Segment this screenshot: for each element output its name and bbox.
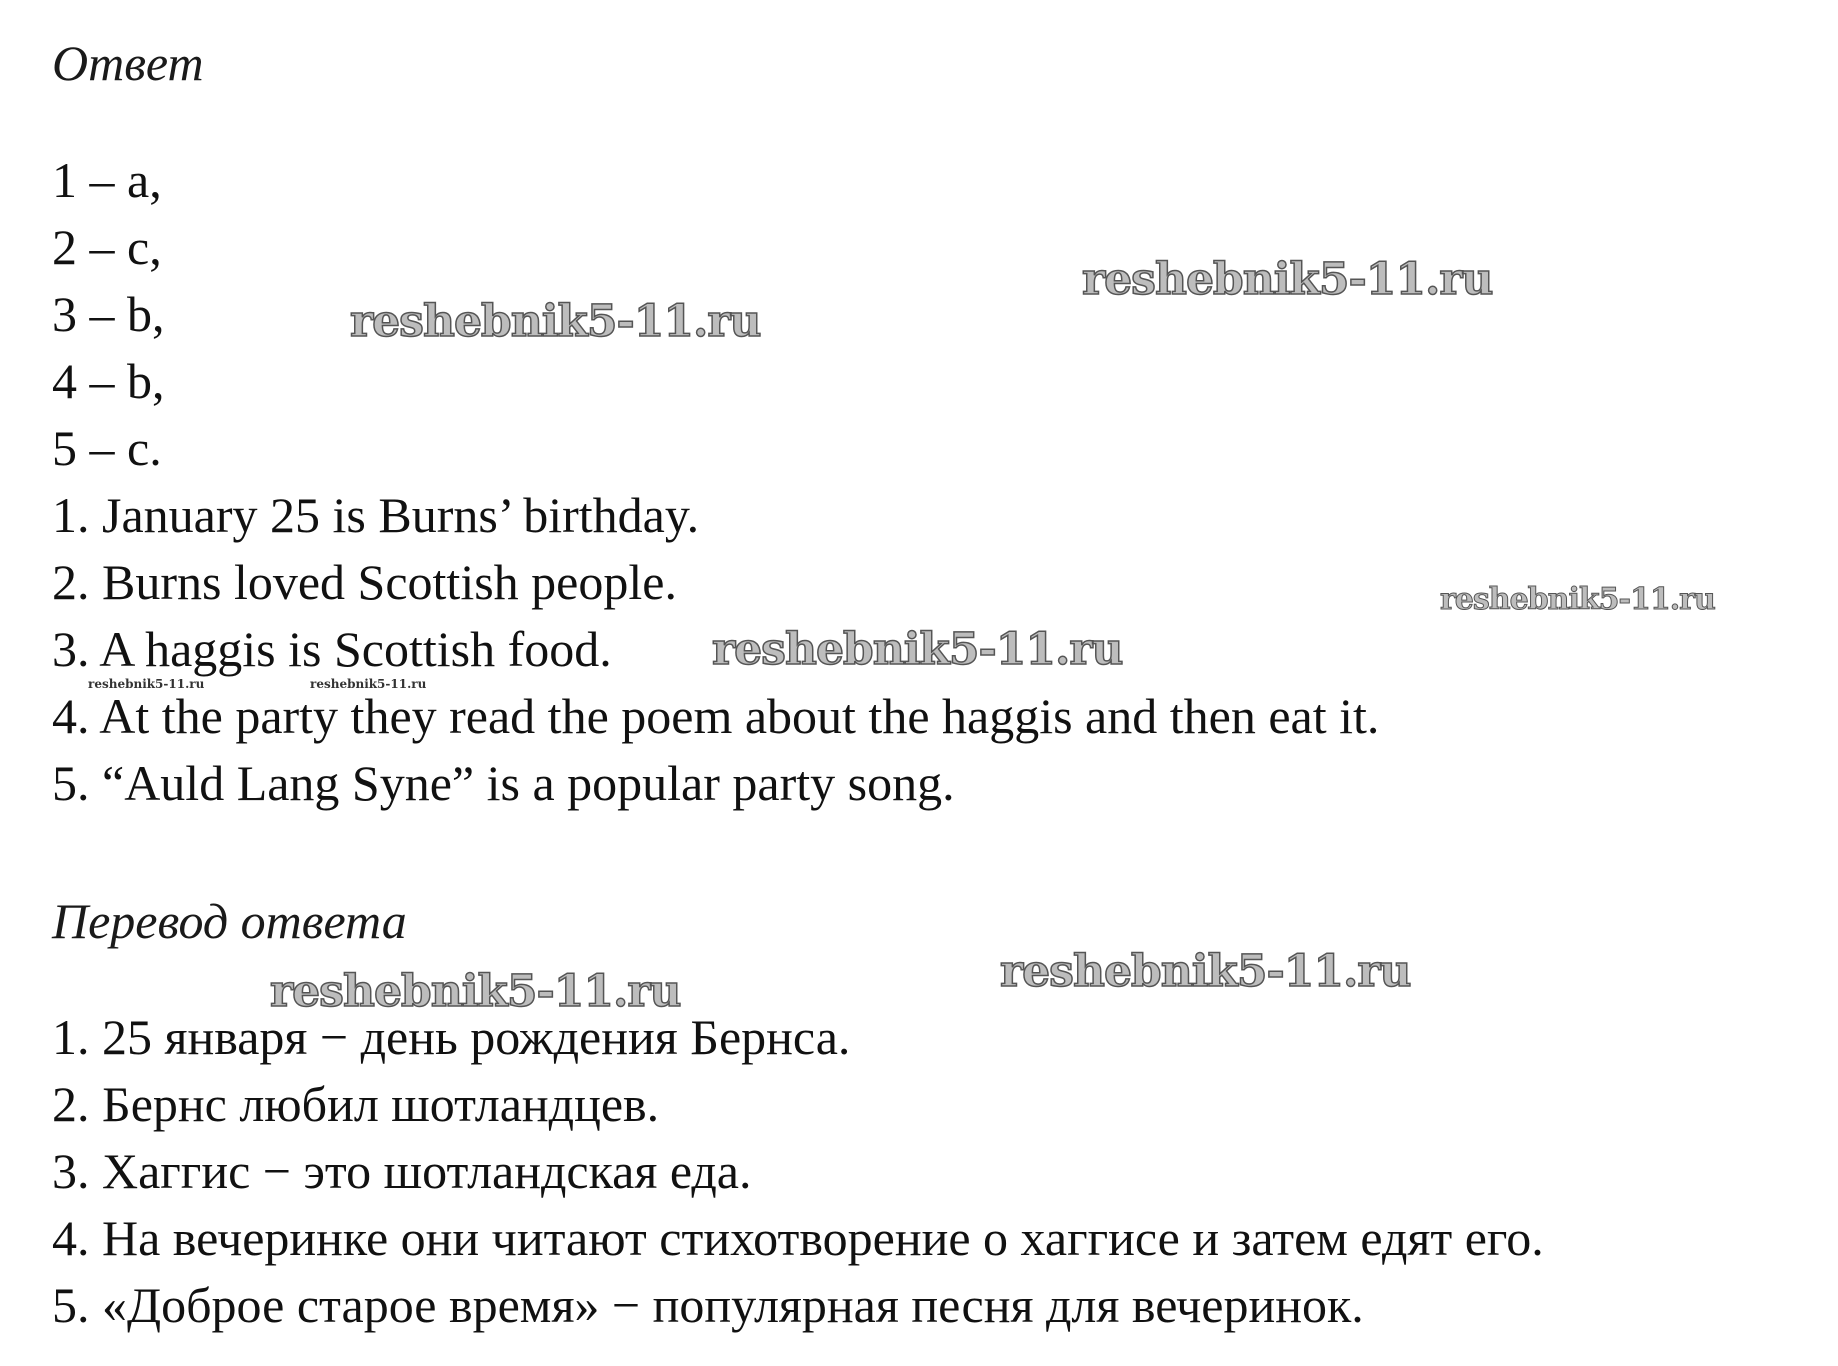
watermark: reshebnik5-11.ru xyxy=(350,296,761,347)
answer-sentence: 4. At the party they read the poem about the haggis and then eat it. xyxy=(52,688,1380,744)
watermark: reshebnik5-11.ru xyxy=(88,677,205,691)
answer-sentence: 1. January 25 is Burns’ birthday. xyxy=(52,487,700,543)
choice-line: 1 – a, xyxy=(52,152,162,208)
choice-line: 2 – c, xyxy=(52,219,162,275)
translation-sentence: 2. Бернс любил шотландцев. xyxy=(52,1076,660,1132)
answer-sentence: 5. “Auld Lang Syne” is a popular party song. xyxy=(52,755,955,811)
choice-line: 5 – c. xyxy=(52,420,162,476)
watermark: reshebnik5-11.ru xyxy=(1082,254,1493,305)
watermark: reshebnik5-11.ru xyxy=(1000,946,1411,997)
choice-line: 3 – b, xyxy=(52,286,165,342)
answer-heading: Ответ xyxy=(52,35,204,91)
answer-sentence: 3. A haggis is Scottish food. xyxy=(52,621,612,677)
translation-sentence: 3. Хаггис − это шотландская еда. xyxy=(52,1143,752,1199)
watermark: reshebnik5-11.ru xyxy=(1440,582,1715,617)
translation-sentence: 1. 25 января − день рождения Бернса. xyxy=(52,1009,851,1065)
watermark: reshebnik5-11.ru xyxy=(270,966,681,1017)
translation-sentence: 4. На вечеринке они читают стихотворение о хаггисе и затем едят его. xyxy=(52,1210,1544,1266)
translation-sentence: 5. «Доброе старое время» − популярная песня для вечеринок. xyxy=(52,1277,1364,1333)
choice-line: 4 – b, xyxy=(52,353,165,409)
answer-sentence: 2. Burns loved Scottish people. xyxy=(52,554,677,610)
watermark: reshebnik5-11.ru xyxy=(712,624,1123,675)
watermark: reshebnik5-11.ru xyxy=(310,677,427,691)
translation-heading: Перевод ответа xyxy=(52,893,407,949)
